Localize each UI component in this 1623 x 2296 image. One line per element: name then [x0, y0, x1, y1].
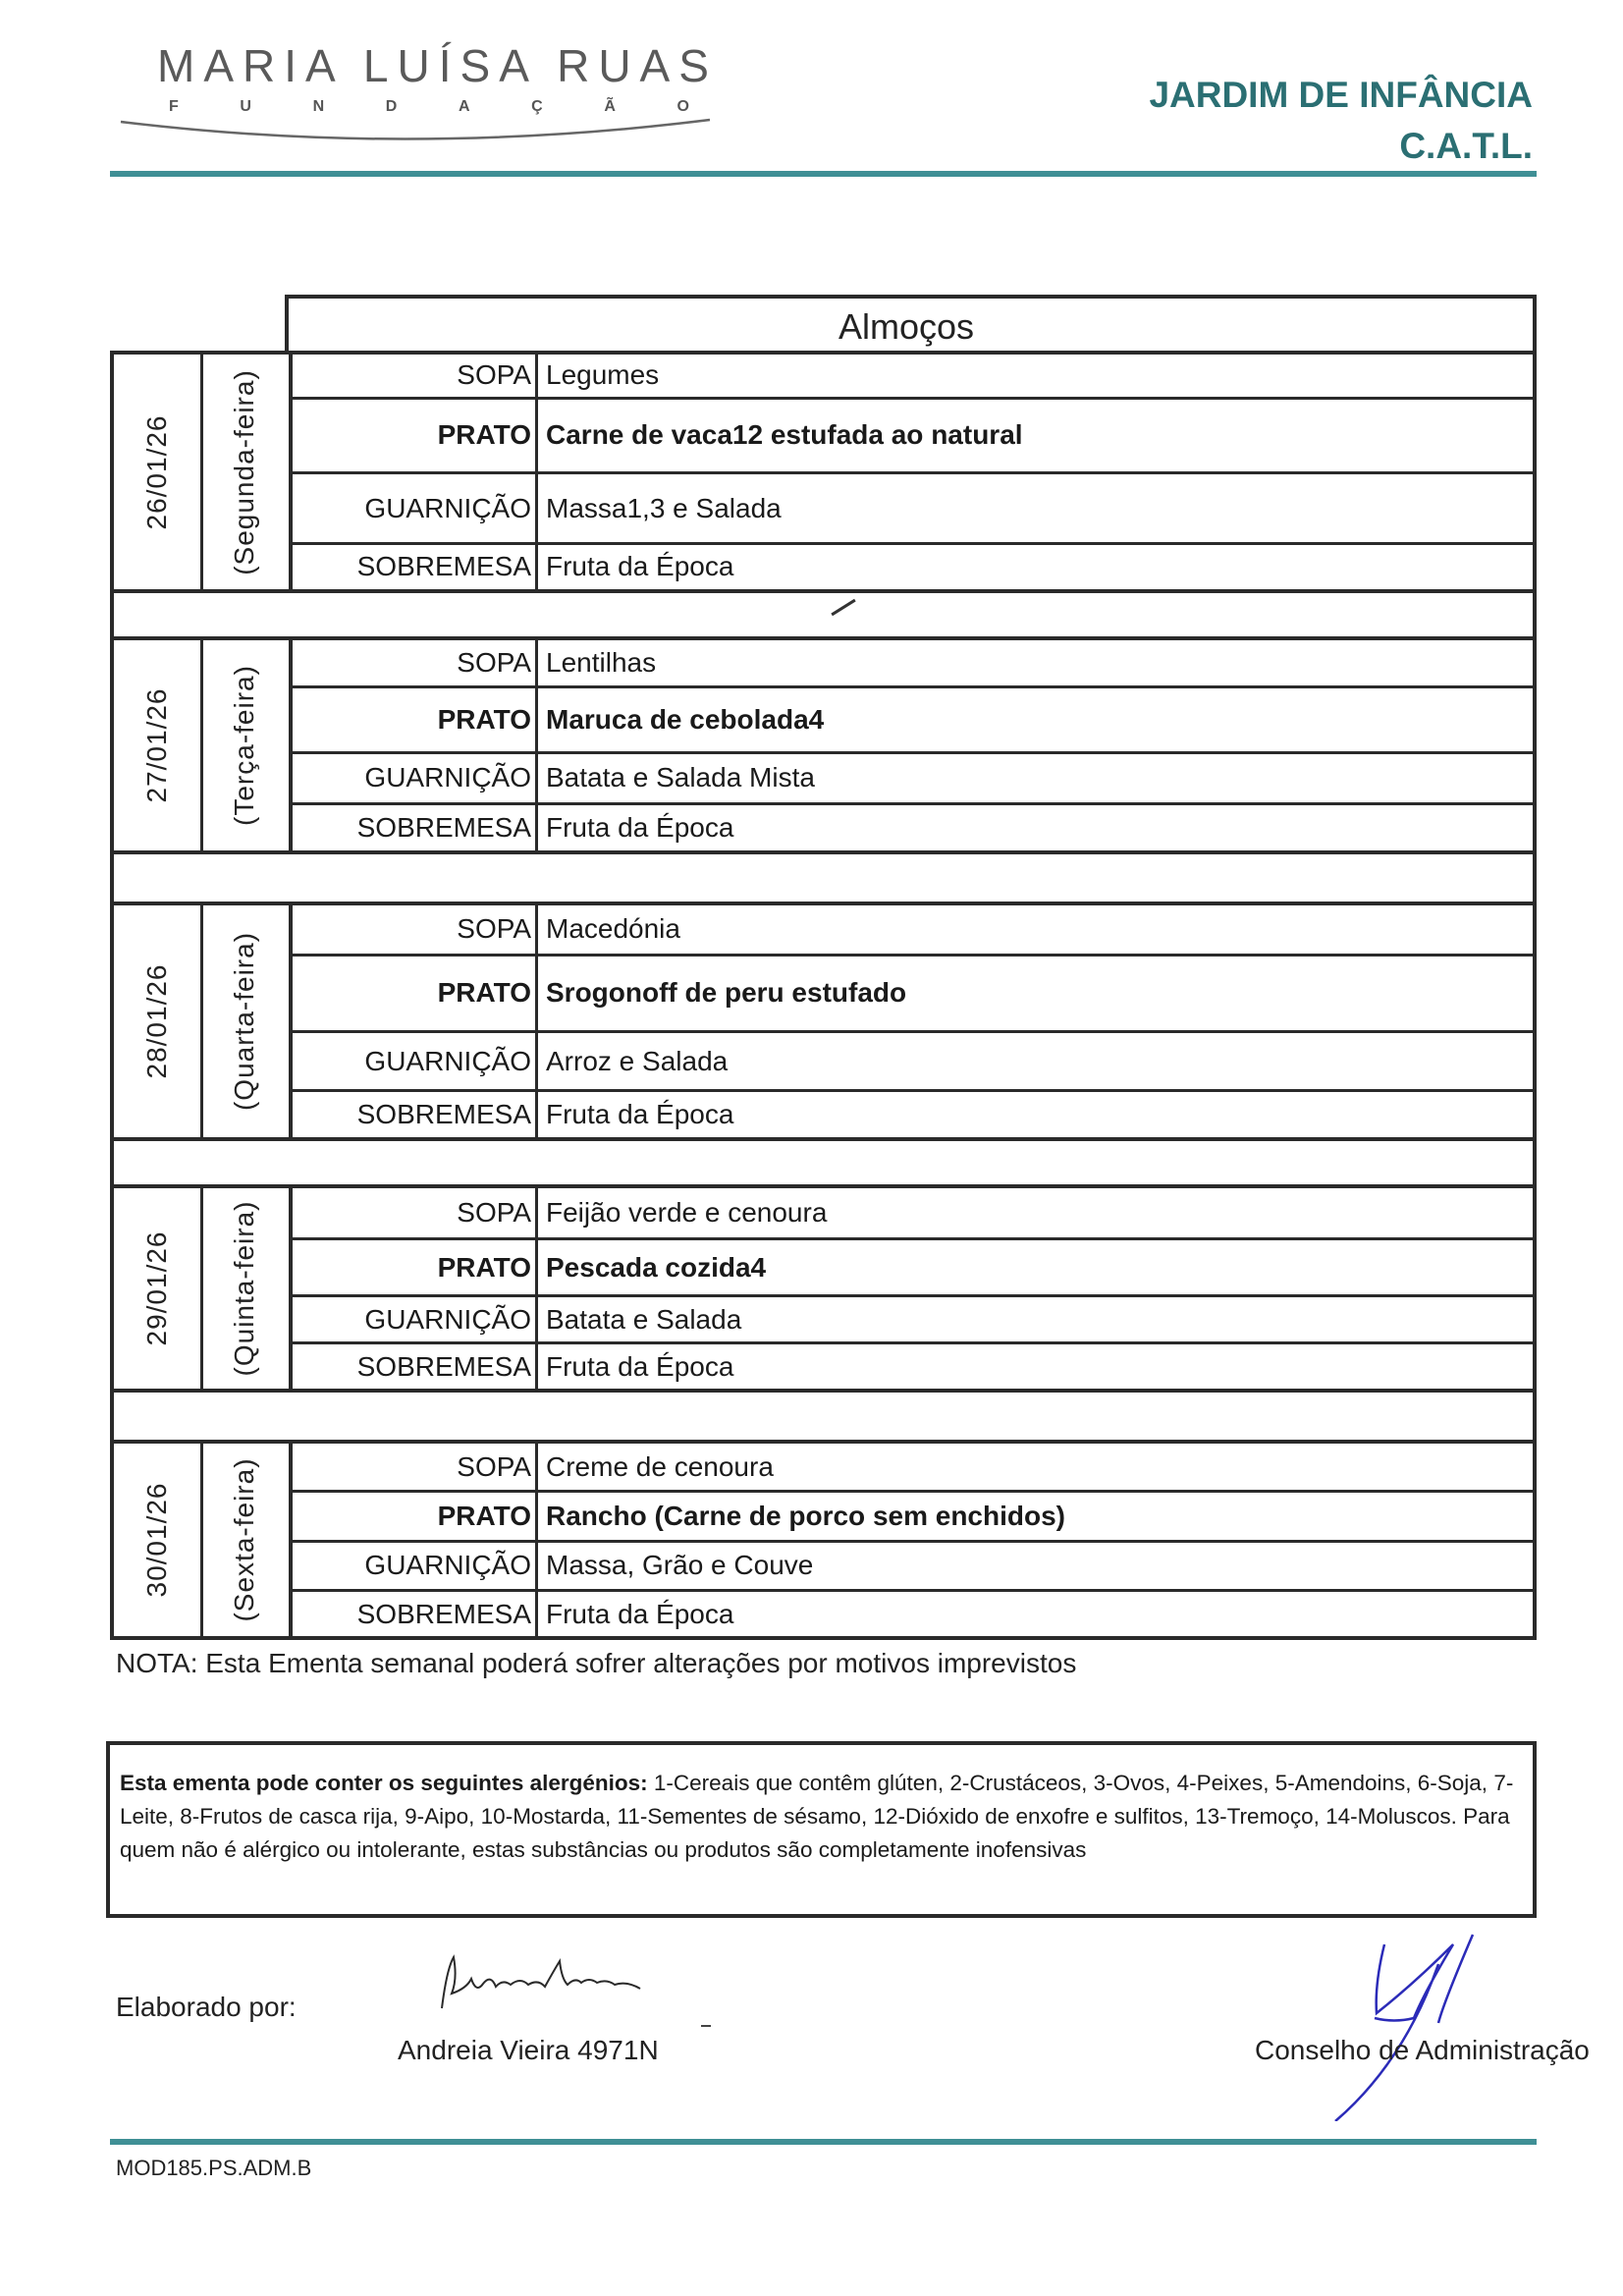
date-label: 27/01/26 [141, 687, 172, 803]
menu-row-sopa [293, 905, 1533, 957]
prepared-by-label: Elaborado por: [116, 1992, 297, 2022]
board-signature-icon [1316, 1925, 1542, 2121]
date-cell [114, 1188, 203, 1389]
row-value: Fruta da Época [546, 1598, 734, 1629]
menu-row-guarnicao [293, 474, 1533, 545]
signature-icon [422, 1949, 677, 2018]
subtitle-letter: A [458, 98, 470, 115]
organization-name: MARIA LUÍSA RUAS [157, 40, 718, 91]
prepared-by-name: Andreia Vieira 4971N [398, 2035, 659, 2065]
day-block [110, 351, 1537, 593]
menu-row-sobremesa [293, 1592, 1533, 1636]
menu-note: NOTA: Esta Ementa semanal poderá sofrer alterações por motivos imprevistos [116, 1648, 1077, 1678]
date-cell [114, 355, 203, 589]
row-value: Srogonoff de peru estufado [546, 977, 907, 1009]
row-label: SOPA [293, 1188, 538, 1237]
row-value: Arroz e Salada [546, 1045, 729, 1076]
form-code: MOD185.PS.ADM.B [116, 2156, 312, 2180]
row-label: GUARNIÇÃO [293, 1297, 538, 1341]
menu-row-sopa [293, 1444, 1533, 1493]
row-label: SOBREMESA [293, 1092, 538, 1137]
row-label: GUARNIÇÃO [293, 1543, 538, 1589]
menu-row-guarnicao [293, 754, 1533, 805]
weekday-cell [200, 355, 293, 589]
weekday-label: (Segunda-feira) [229, 368, 259, 575]
allergen-lead: Esta ementa pode conter os seguintes alergénios: [120, 1771, 648, 1795]
date-cell [114, 905, 203, 1137]
row-value: Legumes [546, 359, 660, 391]
row-value: Creme de cenoura [546, 1450, 774, 1482]
allergen-list: 1-Cereais que contêm glúten, 2-Crustáceos, 3-Ovos, 4-Peixes, 5-Amendoins, 6-Soja, 7-Leite, 8-Frutos de casca rija, 9-Aipo, 10-Mostarda, 11-Sementes de sésamo, 12-Dióxido de enxofre e sulfitos, 13-Tremoço, 14-Moluscos. Para quem não é alérgico ou intolerante, estas substâncias ou produtos são completamente inofensivas [120, 1771, 1514, 1862]
subtitle-letter: Ç [531, 98, 543, 115]
row-label: SOBREMESA [293, 1344, 538, 1389]
row-value: Pescada cozida4 [546, 1251, 767, 1283]
row-value: Fruta da Época [546, 551, 734, 582]
row-value: Batata e Salada [546, 1303, 742, 1335]
row-label: GUARNIÇÃO [293, 754, 538, 802]
subtitle-letter: O [676, 98, 689, 115]
row-label: PRATO [293, 688, 538, 750]
menu-row-sobremesa [293, 1092, 1533, 1137]
row-value: Maruca de cebolada4 [546, 704, 825, 736]
signature-dash [701, 2025, 711, 2027]
menu-row-prato [293, 688, 1533, 753]
date-label: 26/01/26 [141, 414, 172, 529]
row-value: Fruta da Época [546, 1350, 734, 1382]
school-subtitle: C.A.T.L. [1399, 126, 1533, 166]
row-label: SOPA [293, 355, 538, 397]
menu-row-guarnicao [293, 1297, 1533, 1344]
menu-row-prato [293, 1240, 1533, 1297]
weekday-label: (Sexta-feira) [229, 1457, 259, 1622]
weekday-label: (Quarta-feira) [229, 931, 259, 1112]
row-label: SOPA [293, 905, 538, 954]
row-label: SOBREMESA [293, 805, 538, 850]
spacer-row [110, 1141, 1537, 1184]
row-label: SOBREMESA [293, 545, 538, 589]
menu-row-sopa [293, 355, 1533, 400]
menu-row-prato [293, 400, 1533, 475]
menu-row-prato [293, 1493, 1533, 1542]
footer-divider [110, 2139, 1537, 2145]
day-block [110, 1184, 1537, 1393]
menu-row-sobremesa [293, 805, 1533, 850]
subtitle-letter: D [385, 98, 398, 115]
row-label: GUARNIÇÃO [293, 474, 538, 542]
weekday-label: (Terça-feira) [229, 665, 259, 826]
date-cell [114, 640, 203, 850]
date-label: 30/01/26 [141, 1482, 172, 1598]
weekday-cell [200, 905, 293, 1137]
row-value: Massa, Grão e Couve [546, 1550, 814, 1581]
weekday-cell [200, 1444, 293, 1636]
menu-row-guarnicao [293, 1543, 1533, 1592]
row-label: SOPA [293, 640, 538, 685]
row-value: Carne de vaca12 estufada ao natural [546, 419, 1023, 451]
spacer-row [110, 854, 1537, 902]
weekday-label: (Quinta-feira) [229, 1200, 259, 1377]
row-value: Massa1,3 e Salada [546, 492, 782, 523]
meal-title: Almoços [839, 306, 975, 347]
allergen-text [120, 1767, 1523, 1867]
row-label: PRATO [293, 400, 538, 472]
row-value: Rancho (Carne de porco sem enchidos) [546, 1501, 1065, 1532]
row-value: Feijão verde e cenoura [546, 1197, 828, 1228]
row-label: PRATO [293, 1493, 538, 1539]
row-value: Fruta da Época [546, 811, 734, 843]
day-block [110, 1440, 1537, 1640]
day-block [110, 902, 1537, 1141]
board-label: Conselho de Administração [1255, 2035, 1590, 2065]
subtitle-letter: F [169, 98, 179, 115]
subtitle-letter: U [240, 98, 251, 115]
menu-row-sobremesa [293, 545, 1533, 589]
row-label: GUARNIÇÃO [293, 1033, 538, 1089]
menu-row-sopa [293, 640, 1533, 688]
meal-header [285, 295, 1537, 355]
spacer-row [110, 593, 1537, 636]
row-label: PRATO [293, 1240, 538, 1294]
spacer-row [110, 1393, 1537, 1440]
allergen-box [106, 1741, 1537, 1918]
row-label: SOBREMESA [293, 1592, 538, 1636]
school-title: JARDIM DE INFÂNCIA [1149, 75, 1533, 115]
header-divider [110, 171, 1537, 177]
row-value: Macedónia [546, 913, 680, 945]
row-value: Batata e Salada Mista [546, 762, 815, 793]
menu-row-sopa [293, 1188, 1533, 1240]
date-cell [114, 1444, 203, 1636]
subtitle-letter: Ã [604, 98, 616, 115]
date-label: 29/01/26 [141, 1230, 172, 1346]
day-block [110, 636, 1537, 854]
weekday-cell [200, 1188, 293, 1389]
menu-row-prato [293, 957, 1533, 1034]
date-label: 28/01/26 [141, 963, 172, 1079]
row-value: Lentilhas [546, 647, 657, 679]
row-value: Fruta da Época [546, 1099, 734, 1130]
subtitle-letter: N [312, 98, 325, 115]
logo-arc-icon [116, 110, 715, 149]
row-label: PRATO [293, 957, 538, 1031]
weekday-cell [200, 640, 293, 850]
row-label: SOPA [293, 1444, 538, 1490]
menu-row-guarnicao [293, 1033, 1533, 1092]
menu-row-sobremesa [293, 1344, 1533, 1389]
